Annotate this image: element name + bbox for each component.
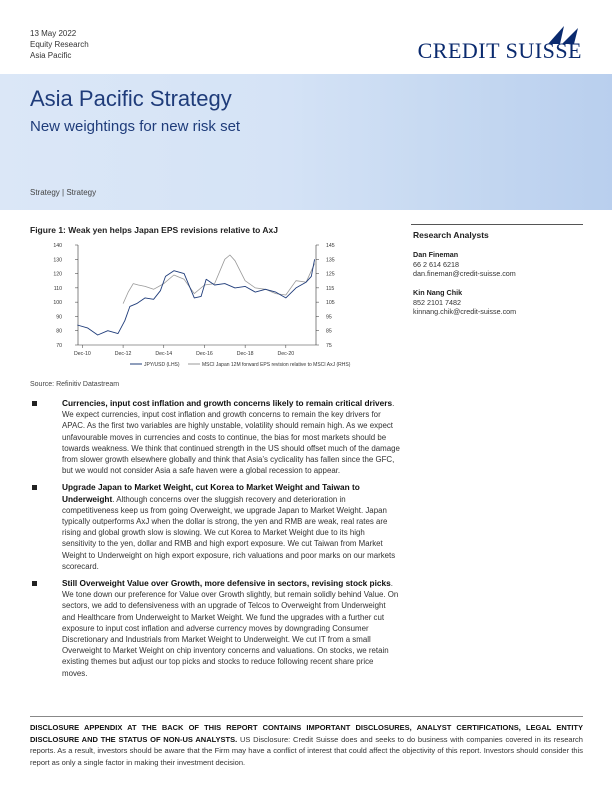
disclosure-body: US Disclosure: Credit Suisse does and seeks to do business with companies covered in its research reports. As a result, investors should be aware that the Firm may have a conflict of interest that could affect the objectivity of this report. Investors should consider this report as only a single factor in making their investment decision. (30, 734, 583, 767)
bullet-point (30, 482, 400, 572)
analyst-email[interactable]: kinnang.chik@credit-suisse.com (413, 307, 517, 316)
y-right-tick-label: 135 (326, 257, 335, 264)
y-right-tick-label: 105 (326, 300, 335, 307)
x-tick-label: Dec-16 (196, 351, 213, 357)
bullet-point (30, 578, 400, 679)
y-right-tick-label: 75 (326, 343, 332, 349)
analyst-phone: 852 2101 7482 (413, 297, 461, 307)
bullet-square-icon (32, 401, 37, 406)
disclosure-bold: DISCLOSURE APPENDIX AT THE BACK OF THIS REPORT CONTAINS IMPORTANT DISCLOSURES, ANALYST CERTIFICATIONS, LEGAL ENTITY DISCLOSURE AND THE STATUS OF NON-US ANALYSTS. (30, 723, 583, 744)
bullet-point (30, 398, 400, 476)
y-left-tick-label: 110 (53, 285, 62, 292)
x-tick-label: Dec-10 (74, 351, 91, 357)
analysts-heading: Research Analysts (413, 230, 489, 240)
y-left-tick-label: 100 (53, 300, 62, 307)
x-tick-label: Dec-12 (114, 351, 132, 357)
analyst-phone: 66 2 614 6218 (413, 259, 459, 269)
x-tick-label: Dec-14 (155, 351, 173, 357)
sidebar-divider (411, 224, 583, 225)
disclosure-divider (30, 716, 583, 717)
bullet-lead: Upgrade Japan to Market Weight, cut Korea to Market Weight and Taiwan to Underweight (62, 482, 360, 504)
y-right-tick-label: 115 (326, 285, 335, 292)
bullet-body: . Although concerns over the sluggish recovery and deterioration in competitiveness keep us from going Overweight, we upgrade Japan to Market Weight. Japan typically outperforms AxJ when the dollar is strong, the yen and RMB are weak, real rates are rising and global growth slow is slowing. We cut Korea to Market Weight due to its high sensitivity to the yen, dollar and RMB and high export exposure. We cut Taiwan from Market Weight to Underweight on high export exposure, rich valuations and poor marks on our markets scorecard. (62, 494, 396, 571)
report-meta (30, 28, 89, 61)
series-line-jpyusd (77, 259, 314, 335)
y-left-tick-label: 80 (56, 328, 62, 335)
x-tick-label: Dec-18 (236, 351, 254, 357)
y-right-tick-label: 95 (326, 314, 332, 321)
line-chart (30, 240, 390, 372)
page-title: Asia Pacific Strategy (30, 86, 232, 111)
y-left-tick-label: 140 (53, 243, 62, 249)
report-department: Equity Research (30, 40, 89, 49)
analyst-card (413, 288, 516, 317)
y-right-tick-label: 145 (326, 243, 335, 249)
bullet-square-icon (32, 485, 37, 490)
report-category: Strategy | Strategy (30, 188, 97, 197)
y-right-tick-label: 125 (326, 271, 335, 278)
figure-title: Figure 1: Weak yen helps Japan EPS revisions relative to AxJ (30, 225, 279, 235)
bullet-body: . We tone down our preference for Value over Growth slightly, but remain solidly behind Value. On sectors, we add to defensiveness with an upgrade of Telcos to Overweight from Underweight and Healthcare from Underweight to Market Weight. We fund the upgrades with a further cut exposure to input cost inflation and adverse currency moves by downgrading Consumer Discretionary and Industrials from Market Weight to Underweight. We cut IT from a small Overweight to Market Weight on chip inventory concerns and valuations. On stocks, we retain existing themes but adjust our top picks and stocks to reduce following recent share price moves. (62, 579, 399, 678)
page-subtitle: New weightings for new risk set (30, 118, 241, 135)
report-region: Asia Pacific (30, 51, 72, 60)
analyst-name: Dan Fineman (413, 250, 459, 259)
disclosure-text (30, 722, 583, 768)
bullet-square-icon (32, 581, 37, 586)
series-line-eps-revision (123, 255, 315, 304)
legend-label: JPY/USD (LHS) (144, 362, 180, 368)
y-left-tick-label: 120 (53, 271, 62, 278)
key-points (30, 398, 400, 685)
credit-suisse-logo (392, 24, 582, 64)
analyst-card (413, 250, 516, 279)
legend-label: MSCI Japan 12M forward EPS revision relative to MSCI AxJ (RHS) (202, 362, 351, 368)
figure-source: Source: Refinitiv Datastream (30, 381, 120, 388)
y-left-tick-label: 70 (56, 343, 62, 349)
y-right-tick-label: 85 (326, 328, 332, 335)
analyst-email[interactable]: dan.fineman@credit-suisse.com (413, 269, 516, 278)
x-tick-label: Dec-20 (277, 351, 295, 357)
analyst-name: Kin Nang Chik (413, 288, 463, 297)
bullet-body: . We expect currencies, input cost inflation and growth concerns to remain the key drivers for APAC. As the first two variables are highly unstable, volatility should remain high. As we expect unfavourable moves in currencies and costs to continue, the bias for most markets should be towards weakness. We think that continued strength in the US should offset much of the damage from slower growth elsewhere globally and think that Asia’s cyclicality has fallen since the GFC, but we would not consider Asia a safe haven were a global recession to appear. (62, 399, 400, 476)
y-left-tick-label: 130 (53, 257, 62, 264)
report-date: 13 May 2022 (30, 29, 77, 38)
bullet-lead: Currencies, input cost inflation and growth concerns likely to remain critical drivers (62, 398, 393, 408)
y-left-tick-label: 90 (56, 314, 62, 321)
brand-name: CREDIT SUISSE (417, 38, 582, 63)
bullet-lead: Still Overweight Value over Growth, more defensive in sectors, revising stock picks (62, 578, 391, 589)
